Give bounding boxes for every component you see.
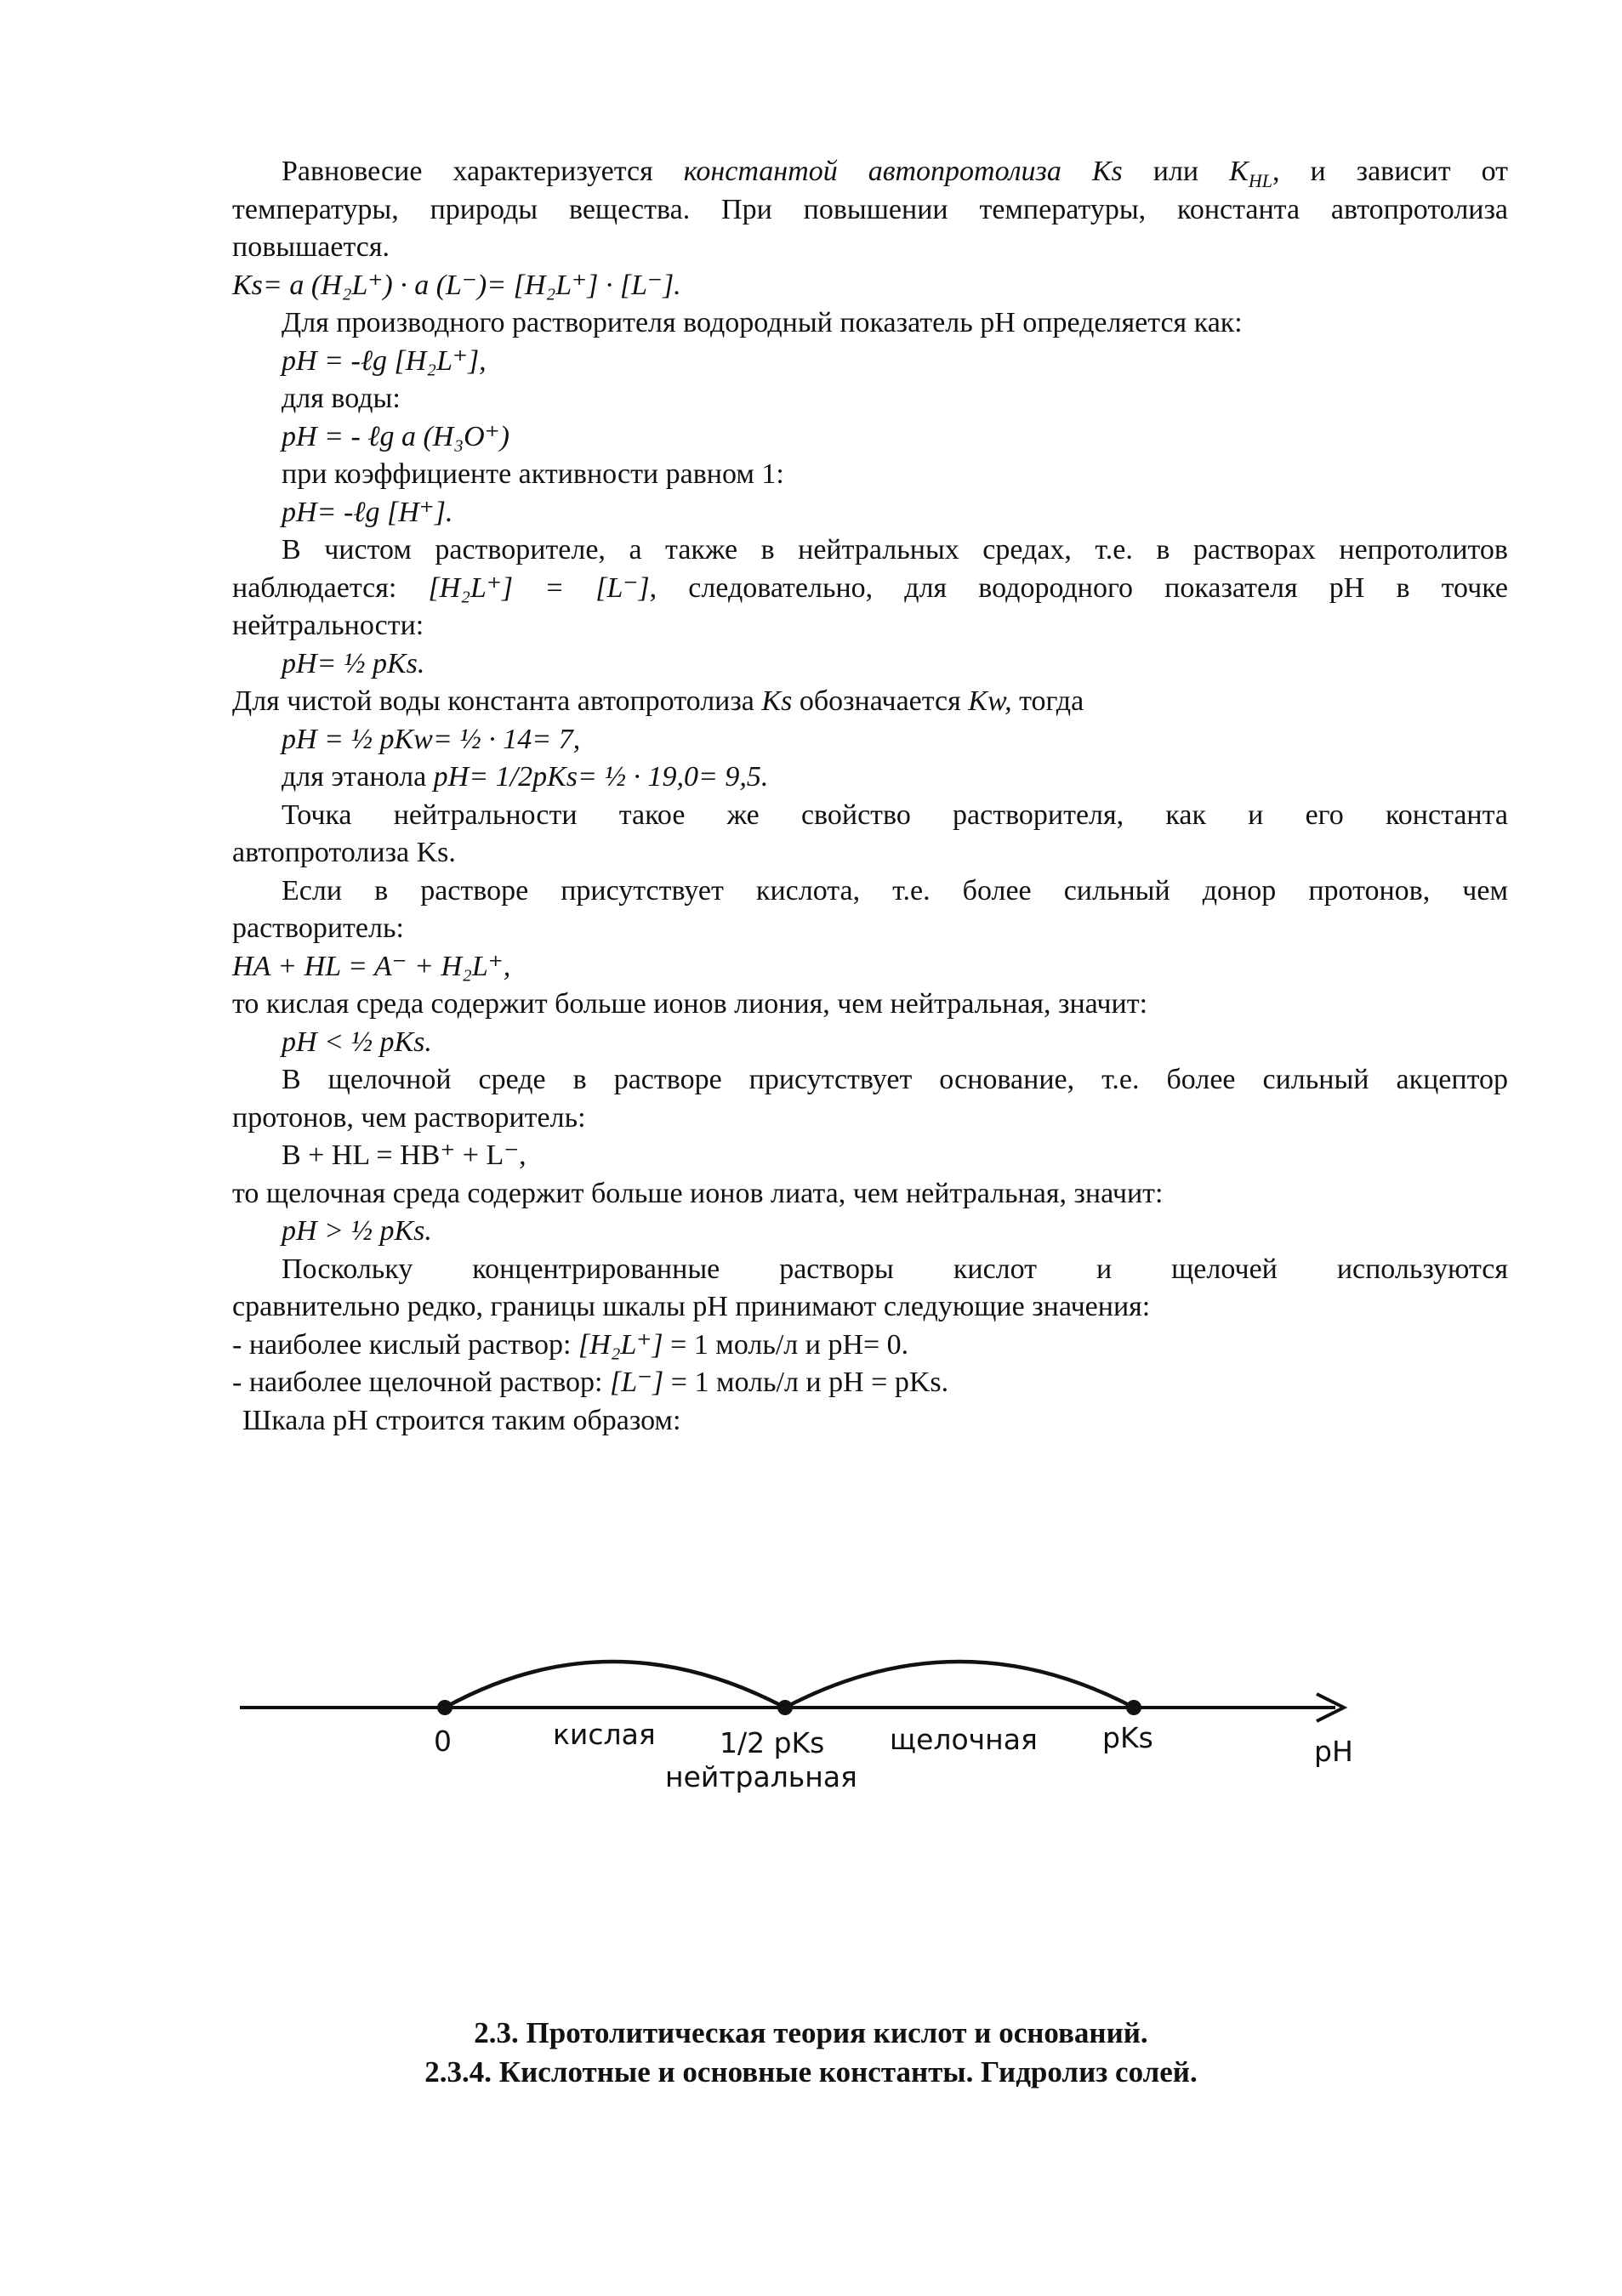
formula-acid: HA + HL = A⁻ + H₂L⁺,: [232, 950, 511, 982]
label-ph-axis: pH: [1314, 1735, 1353, 1768]
text-line: Поскольку концентрированные растворы кислот и щелочей используются: [282, 1253, 1508, 1285]
text-line: для воды:: [282, 383, 401, 414]
point-zero: [437, 1700, 452, 1715]
text-line: В чистом растворителе, а также в нейтральных средах, т.е. в растворах непротолитов: [282, 534, 1508, 565]
text-line: В щелочной среде в растворе присутствует основание, т.е. более сильный акцептор: [282, 1064, 1508, 1095]
formula-ph-acid: pH < ½ pKs.: [282, 1026, 432, 1058]
list-item: - наиболее щелочной раствор: [L⁻] = 1 моль/л и pH = pKs.: [232, 1367, 949, 1398]
text-line: растворитель:: [232, 912, 404, 944]
text-line: для этанола pH= 1/2pKs= ½ · 19,0= 9,5.: [282, 761, 769, 793]
label-acid: кислая: [553, 1718, 656, 1751]
formula-base: B + HL = HB⁺ + L⁻,: [282, 1139, 526, 1171]
formula-ph-neutral: pH= ½ pKs.: [282, 647, 425, 679]
text-line: при коэффициенте активности равном 1:: [282, 458, 784, 490]
list-item: - наиболее кислый раствор: [H₂L⁺] = 1 моль/л и pH= 0.: [232, 1328, 909, 1361]
label-zero: 0: [434, 1725, 452, 1758]
alkaline-arc: [785, 1662, 1134, 1708]
formula-ph-water: pH = - ℓg a (H₃O⁺): [282, 420, 509, 452]
label-half-pks: 1/2 pKs: [720, 1726, 825, 1759]
formula-ks: Ks= a (H₂L⁺) · a (L⁻)= [H₂L⁺] · [L⁻].: [232, 269, 681, 301]
subsection-heading: 2.3.4. Кислотные и основные константы. Гидролиз солей.: [424, 2055, 1198, 2089]
section-heading: 2.3. Протолитическая теория кислот и оснований.: [474, 2016, 1148, 2049]
body-text: [232, 153, 1508, 1440]
text-line: Если в растворе присутствует кислота, т.е. более сильный донор протонов, чем: [282, 874, 1508, 906]
text-line: Для производного растворителя водородный показатель pH определяется как:: [282, 307, 1243, 338]
text-line: Для чистой воды константа автопротолиза Ks обозначается Kw, тогда: [232, 685, 1084, 717]
text-run: , и зависит от: [1272, 156, 1508, 187]
text-line: то щелочная среда содержит больше ионов лиата, чем нейтральная, значит:: [232, 1177, 1164, 1209]
text-line: то кислая среда содержит больше ионов лиония, чем нейтральная, значит:: [232, 988, 1148, 1020]
text-line: Точка нейтральности такое же свойство растворителя, как и его константа: [282, 798, 1508, 831]
text-run: Равновесие характеризуется: [282, 156, 684, 187]
text-line: автопротолиза Ks.: [232, 837, 456, 868]
label-alkaline: щелочная: [890, 1723, 1038, 1756]
formula-ph: pH = -ℓg [H₂L⁺],: [282, 344, 487, 377]
text-line: нейтральности:: [232, 610, 424, 641]
text-line: температуры, природы вещества. При повышении температуры, константа автопротолиза: [232, 193, 1508, 225]
paragraph-equilibrium: [232, 153, 1508, 191]
formula-ph-h: pH= -ℓg [H⁺].: [282, 496, 453, 528]
point-pks: [1126, 1700, 1141, 1715]
text-line: наблюдается: [H₂L⁺] = [L⁻], следовательно, для водородного показателя pH в точке: [232, 571, 1509, 604]
formula-ph-water-value: pH = ½ pKw= ½ · 14= 7,: [282, 723, 581, 755]
label-pks: pKs: [1102, 1721, 1153, 1754]
acid-arc: [445, 1662, 785, 1708]
formula-ph-base: pH > ½ pKs.: [282, 1215, 432, 1247]
text-line: Шкала pH строится таким образом:: [242, 1404, 681, 1436]
italic-term: константой автопротолиза Ks: [683, 156, 1123, 187]
ph-scale-diagram: [0, 1599, 1622, 1820]
text-run: или: [1122, 156, 1230, 187]
text-line: повышается.: [232, 231, 390, 263]
italic-term: $K_{HL}$: [1229, 156, 1272, 191]
text-line: протонов, чем растворитель:: [232, 1101, 586, 1134]
label-neutral: нейтральная: [665, 1760, 857, 1793]
text-line: сравнительно редко, границы шкалы pH принимают следующие значения:: [232, 1291, 1151, 1322]
point-half-pks: [777, 1700, 793, 1715]
